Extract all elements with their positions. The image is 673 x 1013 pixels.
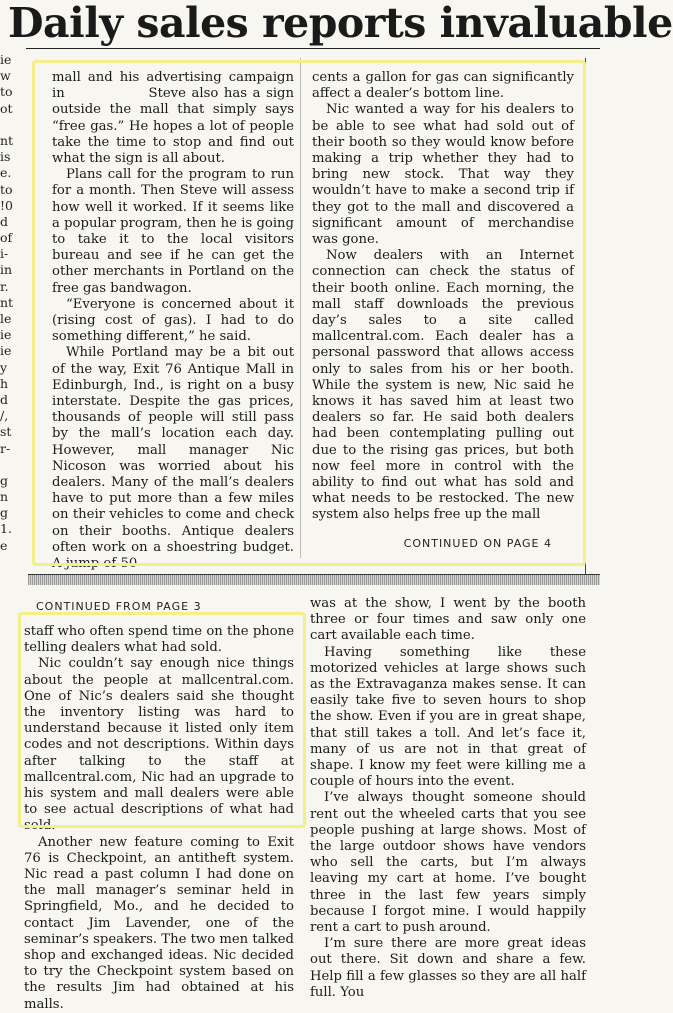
- gutter-fragment: y: [0, 359, 8, 375]
- gutter-fragment: of: [0, 230, 13, 246]
- gutter-fragment: e: [0, 537, 8, 553]
- right-edge-rule: [585, 58, 586, 578]
- gutter-fragment: d: [0, 213, 9, 229]
- paragraph: “Everyone is concerned about it (rising cost of gas). I had to do something different,” he said.: [52, 296, 294, 345]
- gutter-fragment: e.: [0, 165, 12, 181]
- paragraph: staff who often spend time on the phone telling dealers what had sold.: [24, 624, 294, 656]
- gutter-fragment: d: [0, 391, 9, 407]
- top-left-column: [52, 70, 294, 572]
- gutter-fragment: ot: [0, 100, 13, 116]
- top-right-column: [312, 70, 574, 532]
- paragraph: mall and his advertising campaign in Steve also has a sign outside the mall that simply says “free gas.” He hopes a lot of people take the time to stop and find out what the sign is all about.: [52, 70, 294, 167]
- gutter-fragment: [0, 117, 20, 133]
- gutter-fragment: h: [0, 375, 9, 391]
- continued-on-label: CONTINUED ON PAGE 4: [403, 537, 552, 550]
- gutter-fragment: ie: [0, 343, 12, 359]
- headline-rule: [26, 48, 600, 49]
- gutter-fragment: 1.: [0, 521, 12, 537]
- column-divider-top: [300, 58, 301, 558]
- gutter-fragment: nt: [0, 132, 14, 148]
- bottom-left-column: [24, 624, 294, 1012]
- paragraph: Nic couldn’t say enough nice things about the people at mallcentral.com. One of Nic’s dealers said she thought the inventory listing was hard to understand because it listed only item codes and not descriptions. Within days after talking to the staff at mallcentral.com, Nic had an upgrade to his system and mall dealers were able to see actual descriptions of what had sold.: [24, 656, 294, 834]
- paragraph: Nic wanted a way for his dealers to be able to see what had sold out of their booth so they would know before making a trip whether they had to bring new stock. That way they wouldn’t have to make a second trip if they got to the mall and discovered a significant amount of merchandise was gone.: [312, 102, 574, 248]
- paragraph: Now dealers with an Internet connection can check the status of their booth online. Each morning, the mall staff downloads the previous day’s sales to a site called mallcentral.com. Each dealer has a personal password that allows access only to sales from his or her booth. While the system is new, Nic said he knows it has saved him at least two dealers so far. He said both dealers had been contemplating pulling out due to the rising gas prices, but both now feel more in control with the ability to find out what has sold and what needs to be restocked. The new system also helps free up the mall: [312, 248, 574, 523]
- gutter-fragment: g: [0, 472, 9, 488]
- paragraph: While Portland may be a bit out of the way, Exit 76 Antique Mall in Edinburgh, Ind., is right on a busy interstate. Despite the gas prices, thousands of people will still pass by the mall’s location each day. However, mall manager Nic Nicoson was worried about his dealers. Many of the mall’s dealers have to put more than a few miles on their vehicles to come and check on their booths. Antique dealers often work on a shoestring budget. A jump of 50: [52, 345, 294, 572]
- adjacent-column-fragments: [0, 52, 20, 554]
- bottom-right-column: [310, 596, 586, 1000]
- gutter-fragment: w: [0, 68, 11, 84]
- paragraph: cents a gallon for gas can significantly affect a dealer’s bottom line.: [312, 70, 574, 102]
- gutter-fragment: r-: [0, 440, 11, 456]
- paragraph: Another new feature coming to Exit 76 is Checkpoint, an antitheft system. Nic read a past column I had done on the mall manager’s seminar held in Springfield, Mo., and he decided to contact Jim Lavender, one of the seminar’s speakers. The two men talked shop and exchanged ideas. Nic decided to try the Checkpoint system based on the results Jim had obtained at his malls.: [24, 834, 294, 1012]
- headline: Daily sales reports invaluable: [8, 0, 673, 47]
- gutter-fragment: ie: [0, 327, 12, 343]
- gutter-fragment: nt: [0, 294, 14, 310]
- gutter-fragment: n: [0, 489, 9, 505]
- paragraph: was at the show, I went by the booth three or four times and saw only one cart available each time.: [310, 596, 586, 644]
- paragraph: I’m sure there are more great ideas out there. Sit down and share a few. Help fill a few glasses so they are all half full. You: [310, 936, 586, 1000]
- paragraph: I’ve always thought someone should rent out the wheeled carts that you see people pushing at large shows. Most of the large outdoor shows have vendors who sell the carts, but I’m always leaving my cart at home. I’ve bought three in the last few years simply because I forgot mine. I would happily rent a cart to push around.: [310, 790, 586, 936]
- gutter-fragment: in: [0, 262, 13, 278]
- gutter-fragment: g: [0, 505, 9, 521]
- gutter-fragment: st: [0, 424, 12, 440]
- gutter-fragment: ie: [0, 52, 12, 67]
- gutter-fragment: !0: [0, 197, 13, 213]
- gutter-fragment: to: [0, 84, 13, 100]
- gutter-fragment: le: [0, 311, 12, 326]
- gutter-fragment: is: [0, 149, 11, 165]
- paragraph: Having something like these motorized vehicles at large shows such as the Extravaganza makes sense. It can easily take five to seven hours to shop the show. Even if you are in great shape, that still takes a toll. And let’s face it, many of us are not in that great of shape. I know my feet were killing me a couple of hours into the event.: [310, 644, 586, 790]
- gutter-fragment: to: [0, 181, 13, 197]
- gutter-fragment: r.: [0, 278, 9, 294]
- continued-from-label: CONTINUED FROM PAGE 3: [36, 600, 202, 613]
- paragraph: Plans call for the program to run for a month. Then Steve will assess how well it worked. If it seems like a popular program, then he is going to take it to the local visitors bureau and see if he can get the other merchants in Portland on the free gas bandwagon.: [52, 167, 294, 296]
- page-divider: [28, 574, 600, 585]
- gutter-fragment: [0, 457, 20, 473]
- gutter-fragment: /,: [0, 408, 9, 424]
- gutter-fragment: i-: [0, 246, 9, 262]
